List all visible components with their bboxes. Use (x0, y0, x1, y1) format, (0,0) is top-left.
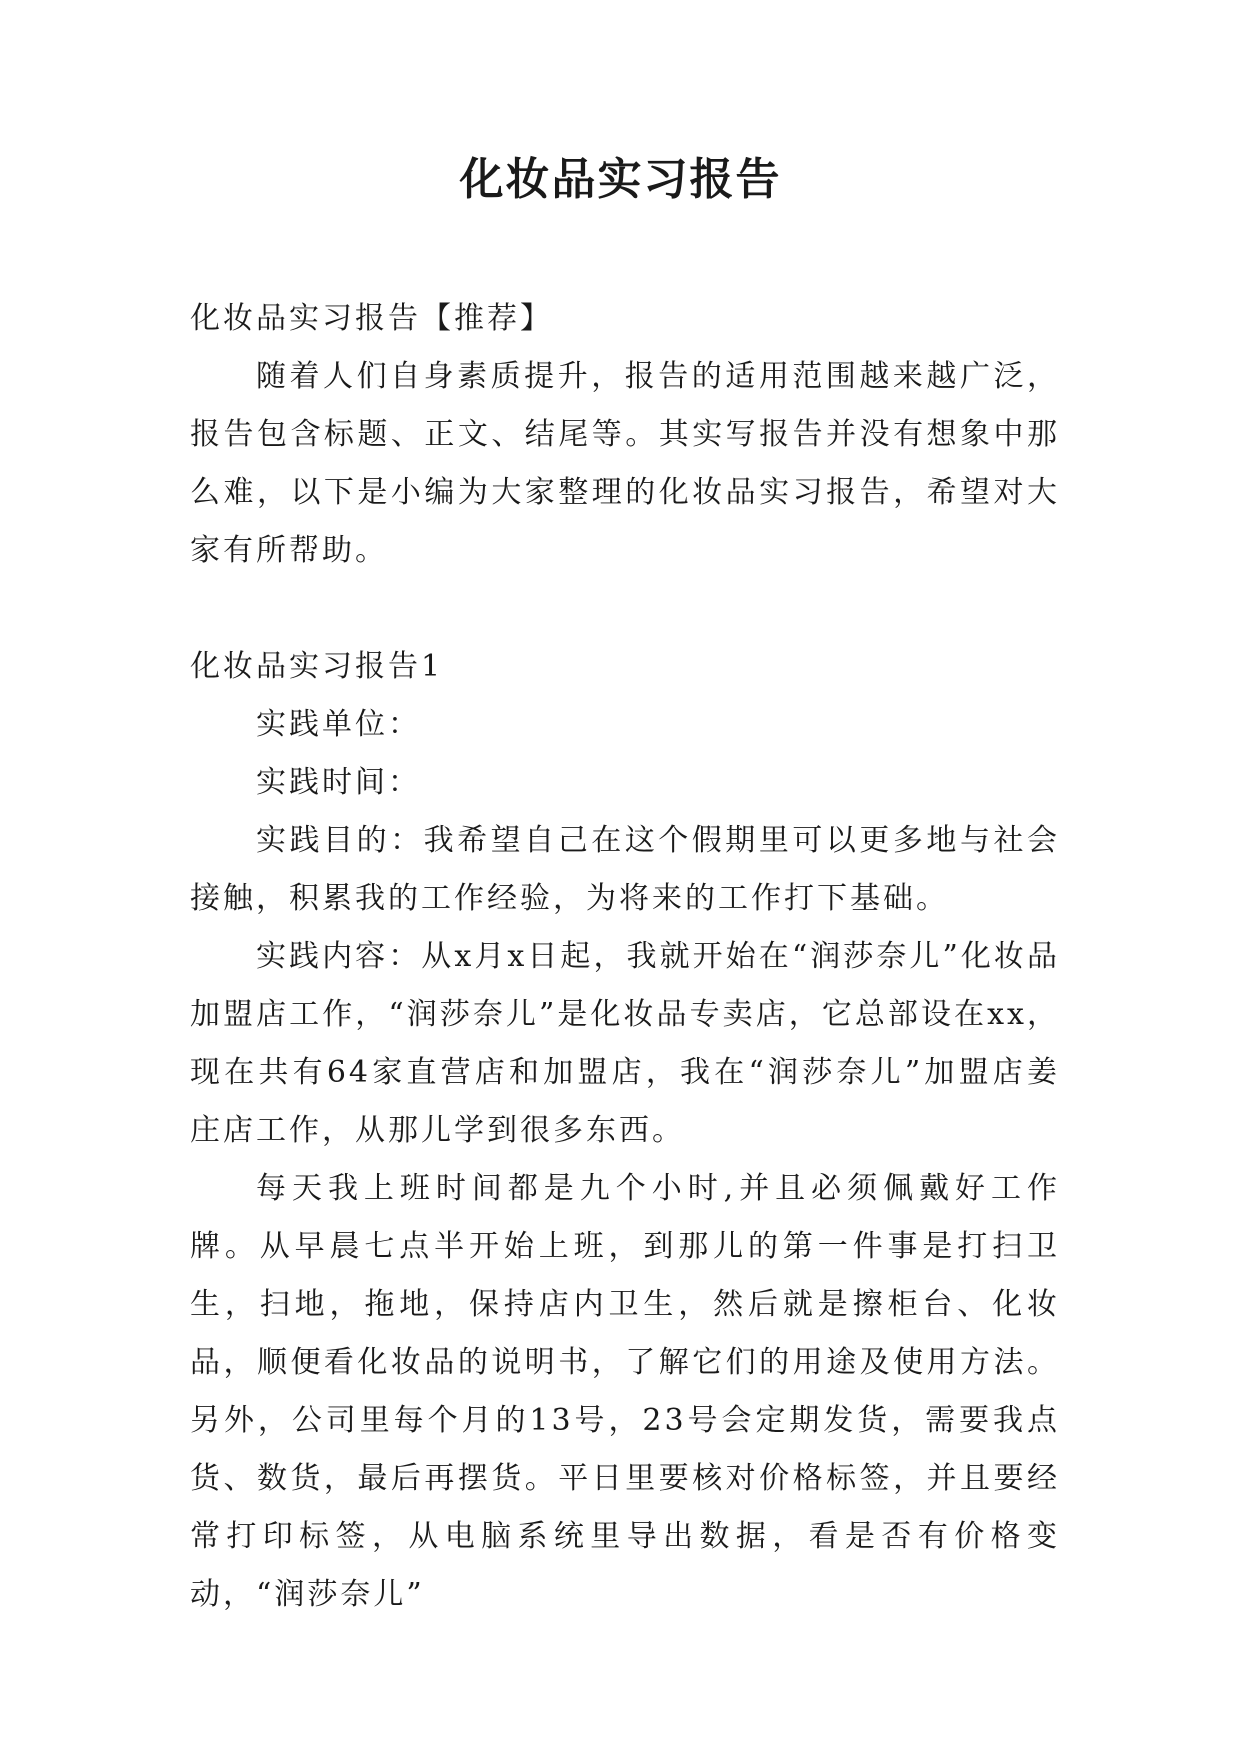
section-heading: 化妆品实习报告1 (190, 649, 444, 684)
daily-work-paragraph: 每天我上班时间都是九个小时,并且必须佩戴好工作牌。从早晨七点半开始上班，到那儿的第一件事是打扫卫生，扫地，拖地，保持店内卫生，然后就是擦柜台、化妆品，顺便看化妆品的说明书，了解它们的用途及使用方法。另外，公司里每个月的13号，23号会定期发货，需要我点货、数货，最后再摆货。平日里要核对价格标签，并且要经常打印标签，从电脑系统里导出数据，看是否有价格变动，“润莎奈儿” (190, 1171, 1060, 1612)
intro-paragraph: 随着人们自身素质提升，报告的适用范围越来越广泛，报告包含标题、正文、结尾等。其实写报告并没有想象中那么难，以下是小编为大家整理的化妆品实习报告，希望对大家有所帮助。 (190, 359, 1060, 568)
document-title: 化妆品实习报告 (459, 154, 782, 205)
document-body (190, 290, 1060, 1624)
paragraph-gap (190, 580, 1060, 638)
practice-time-paragraph: 实践时间： (256, 765, 421, 800)
practice-content-paragraph: 实践内容：从x月x日起，我就开始在“润莎奈儿”化妆品加盟店工作，“润莎奈儿”是化妆品专卖店，它总部设在xx，现在共有64家直营店和加盟店，我在“润莎奈儿”加盟店姜庄店工作，从那儿学到很多东西。 (190, 939, 1060, 1148)
subtitle-paragraph: 化妆品实习报告【推荐】 (190, 301, 553, 336)
practice-unit-paragraph: 实践单位： (256, 707, 421, 742)
practice-purpose-paragraph: 实践目的：我希望自己在这个假期里可以更多地与社会接触，积累我的工作经验，为将来的工作打下基础。 (190, 823, 1060, 916)
